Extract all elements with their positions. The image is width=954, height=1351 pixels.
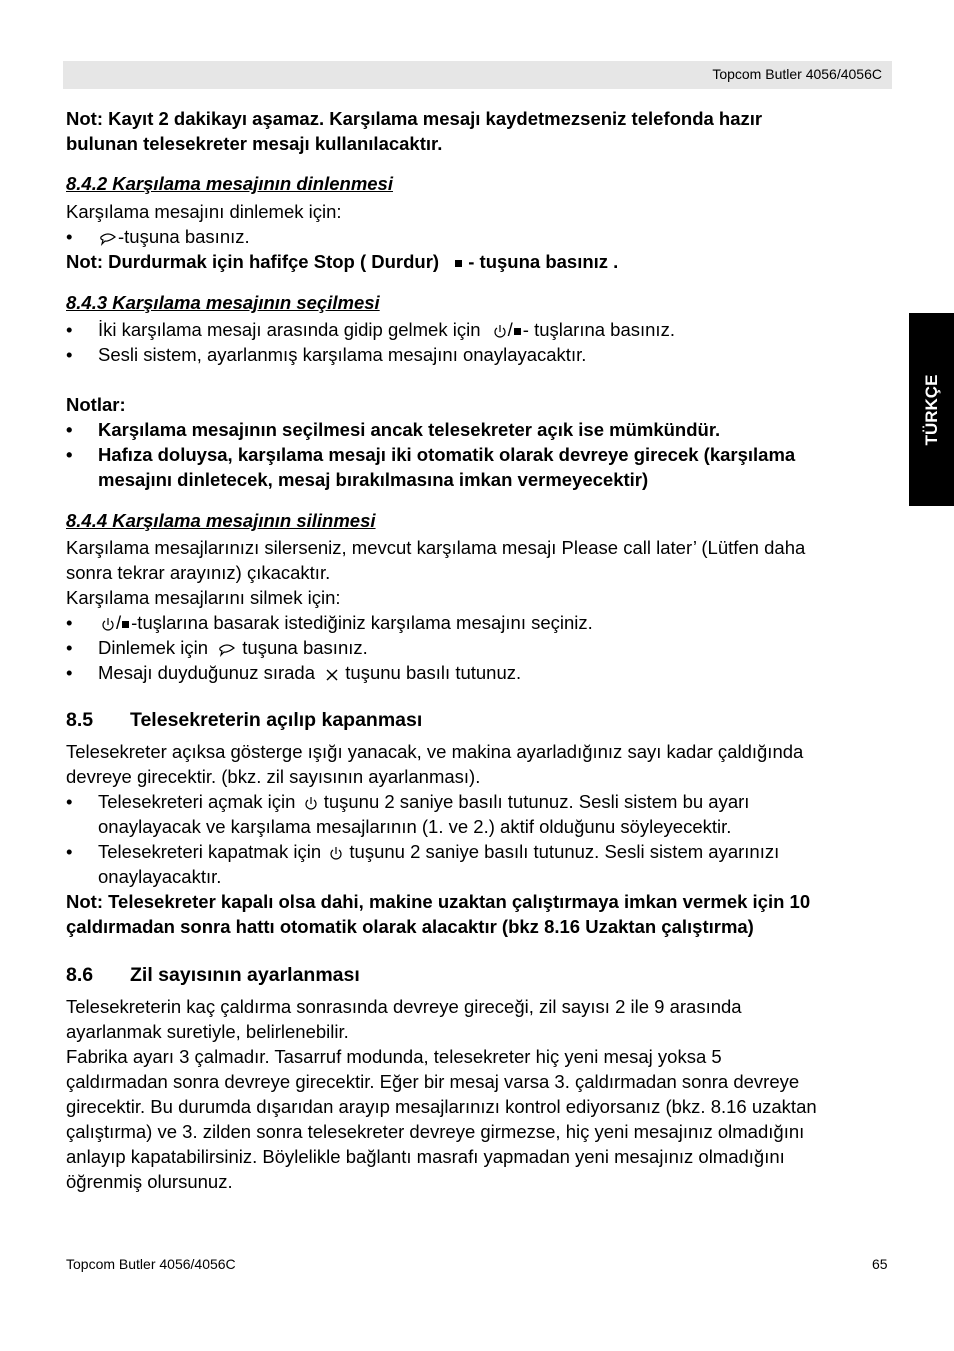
s843-bullet1-b: - tuşlarına basınız. xyxy=(522,319,675,340)
bullet-marker: • xyxy=(66,226,73,247)
bullet-marker: • xyxy=(66,444,73,465)
top-note-line1: Not: Kayıt 2 dakikayı aşamaz. Karşılama mesajı kaydetmezseniz telefonda hazır xyxy=(66,108,763,129)
s86-line7: anlayıp kapatabilirsiniz. Böylelikle bağlantı masrafı yapmadan yeni mesajınız olmadığını xyxy=(66,1146,785,1167)
s842-note-a: Not: Durdurmak için hafifçe Stop ( Durdur) xyxy=(66,251,440,272)
power-icon xyxy=(303,795,319,811)
bullet-marker: • xyxy=(66,791,73,812)
s843-bullet1 xyxy=(98,317,675,342)
s86-line8: öğrenmiş olursunuz. xyxy=(66,1171,233,1192)
bullet-marker: • xyxy=(66,319,73,340)
s85-bullet2 xyxy=(98,839,779,864)
s843-note2-line1: Hafıza doluysa, karşılama mesajı iki otomatik olarak devreye girecek (karşılama xyxy=(98,444,796,465)
s842-note-b: - tuşuna basınız . xyxy=(468,251,619,272)
s85-bullet1 xyxy=(98,789,749,814)
power-icon xyxy=(492,323,508,339)
language-tab xyxy=(909,313,954,506)
s844-bullet2-a: Dinlemek için xyxy=(98,637,209,658)
s842-note xyxy=(66,249,618,274)
s86-line2: ayarlanmak suretiyle, belirlenebilir. xyxy=(66,1021,349,1042)
slash: / xyxy=(116,612,122,633)
header-title: Topcom Butler 4056/4056C xyxy=(712,66,882,82)
s843-bullet2: Sesli sistem, ayarlanmış karşılama mesajını onaylayacaktır. xyxy=(98,344,587,365)
section-8-5-number: 8.5 xyxy=(66,709,94,731)
bullet-marker: • xyxy=(66,419,73,440)
s86-line5: girecektir. Bu durumda dışarıdan arayıp mesajlarınızı kontrol ediyorsanız (bkz. 8.16 uzaktan xyxy=(66,1096,817,1117)
top-note-line2: bulunan telesekreter mesajı kullanılacaktır. xyxy=(66,133,443,154)
play-icon xyxy=(98,230,118,246)
slash: / xyxy=(507,319,513,340)
section-8-4-4-title: 8.4.4 Karşılama mesajının silinmesi xyxy=(66,510,376,531)
language-tab-label: TÜRKÇE xyxy=(921,374,941,445)
s844-bullet3-a: Mesajı duyduğunuz sırada xyxy=(98,662,315,683)
s85-bullet2-line2: onaylayacaktır. xyxy=(98,866,222,887)
bullet-marker: • xyxy=(66,841,73,862)
s843-note1: Karşılama mesajının seçilmesi ancak telesekreter açık ise mümkündür. xyxy=(98,419,721,440)
s842-intro: Karşılama mesajını dinlemek için: xyxy=(66,201,342,222)
s842-bullet1 xyxy=(98,224,250,249)
stop-icon xyxy=(513,324,523,338)
power-icon xyxy=(328,845,344,861)
s86-line4: çaldırmadan sonra devreye girecektir. Eğer bir mesaj varsa 3. çaldırmadan sonra devreye xyxy=(66,1071,800,1092)
s85-bullet1-line2: onaylayacak ve karşılama mesajlarının (1. ve 2.) aktif olduğunu söyleyecektir. xyxy=(98,816,732,837)
header-bar xyxy=(63,61,892,89)
s85-bullet1-a: Telesekreteri açmak için xyxy=(98,791,296,812)
s843-bullet1-a: İki karşılama mesajı arasında gidip gelmek için xyxy=(98,319,481,340)
stop-icon xyxy=(121,617,131,631)
s844-bullet2 xyxy=(98,635,368,660)
section-8-6-number: 8.6 xyxy=(66,964,94,986)
notes-label: Notlar: xyxy=(66,394,126,415)
section-8-6-title: Zil sayısının ayarlanması xyxy=(130,964,360,986)
page-number: 65 xyxy=(872,1256,888,1272)
stop-icon xyxy=(450,256,468,270)
s85-note-line2: çaldırmadan sonra hattı otomatik olarak alacaktır (bkz 8.16 Uzaktan çalıştırma) xyxy=(66,916,754,937)
s844-p1-line2: sonra tekrar arayınız) çıkacaktır. xyxy=(66,562,331,583)
s86-line6: çalıştırma) ve 3. zilden sonra telesekreter devreye girmezse, hiç yeni mesajınız olmadığını xyxy=(66,1121,805,1142)
s844-bullet3 xyxy=(98,660,521,685)
section-8-5-title: Telesekreterin açılıp kapanması xyxy=(130,709,423,731)
footer-title: Topcom Butler 4056/4056C xyxy=(66,1256,236,1272)
s844-bullet3-b: tuşunu basılı tutunuz. xyxy=(345,662,522,683)
bullet-marker: • xyxy=(66,637,73,658)
s844-bullet2-b: tuşuna basınız. xyxy=(242,637,368,658)
play-icon xyxy=(217,641,237,657)
s85-note-line1: Not: Telesekreter kapalı olsa dahi, makine uzaktan çalıştırmaya imkan vermek için 10 xyxy=(66,891,811,912)
section-8-5-heading xyxy=(66,708,422,733)
s85-bullet2-b: tuşunu 2 saniye basılı tutunuz. Sesli sistem ayarınızı xyxy=(349,841,780,862)
s85-p1-line1: Telesekreter açıksa gösterge ışığı yanacak, ve makina ayarladığınız sayı kadar çaldığında xyxy=(66,741,804,762)
s85-bullet2-a: Telesekreteri kapatmak için xyxy=(98,841,322,862)
s85-p1-line2: devreye girecektir. (bkz. zil sayısının ayarlanması). xyxy=(66,766,481,787)
bullet-marker: • xyxy=(66,662,73,683)
s843-note2-line2: mesajını dinletecek, mesaj bırakılmasına imkan vermeyecektir) xyxy=(98,469,649,490)
section-8-6-heading xyxy=(66,963,360,988)
s844-bullet1 xyxy=(98,610,593,635)
s86-line1: Telesekreterin kaç çaldırma sonrasında devreye gireceği, zil sayısı 2 ile 9 arasında xyxy=(66,996,742,1017)
s85-bullet1-b: tuşunu 2 saniye basılı tutunuz. Sesli sistem bu ayarı xyxy=(323,791,750,812)
s844-p1-line1: Karşılama mesajlarınızı silerseniz, mevcut karşılama mesajı Please call later’ (Lütfen daha xyxy=(66,537,806,558)
s86-line3: Fabrika ayarı 3 çalmadır. Tasarruf modunda, telesekreter hiç yeni mesaj yoksa 5 xyxy=(66,1046,722,1067)
bullet-marker: • xyxy=(66,612,73,633)
s844-p2: Karşılama mesajlarını silmek için: xyxy=(66,587,341,608)
section-8-4-2-title: 8.4.2 Karşılama mesajının dinlenmesi xyxy=(66,173,393,194)
s842-bullet1-text: -tuşuna basınız. xyxy=(118,226,250,247)
bullet-marker: • xyxy=(66,344,73,365)
section-8-4-3-title: 8.4.3 Karşılama mesajının seçilmesi xyxy=(66,292,380,313)
power-icon xyxy=(98,616,116,632)
s844-bullet1-text: -tuşlarına basarak istediğiniz karşılama mesajını seçiniz. xyxy=(131,612,593,633)
delete-x-icon xyxy=(324,666,340,682)
